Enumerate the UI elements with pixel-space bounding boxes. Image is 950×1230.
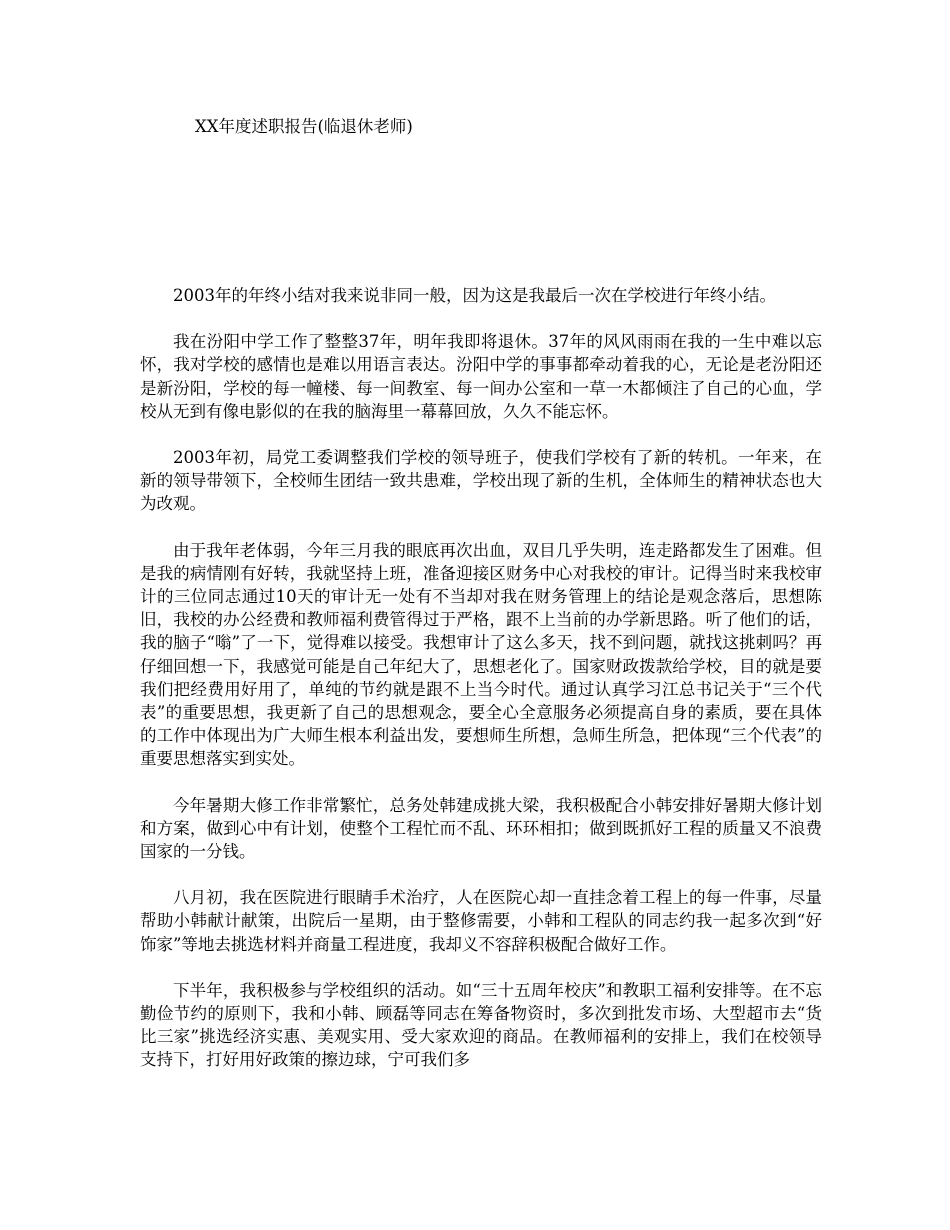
paragraph-new-leadership: 2003年初，局党工委调整我们学校的领导班子，使我们学校有了新的转机。一年来，在新的领导带领下，全校师生团结一致共患难，学校出现了新的生机，全体师生的精神状态也大为改观。 — [140, 448, 822, 514]
paragraph-august-surgery: 八月初，我在医院进行眼睛手术治疗，人在医院心却一直挂念着工程上的每一件事，尽量帮助小韩献计献策，出院后一星期，由于整修需要，小韩和工程队的同志约我一起多次到“好饰家”等地去挑选材料并商量工程进度，我却义不容辞积极配合做好工作。 — [140, 888, 822, 954]
paragraph-second-half: 下半年，我积极参与学校组织的活动。如“三十五周年校庆”和教职工福利安排等。在不忘勤俭节约的原则下，我和小韩、顾磊等同志在筹备物资时，多次到批发市场、大型超市去“货比三家”挑选经济实惠、美观实用、受大家欢迎的商品。在教师福利的安排上，我们在校领导支持下，打好用好政策的擦边球，宁可我们多 — [140, 980, 822, 1070]
document-title: XX年度述职报告(临退休老师) — [195, 117, 413, 136]
paragraph-year-end-summary: 2003年的年终小结对我来说非同一般，因为这是我最后一次在学校进行年终小结。 — [173, 286, 776, 305]
paragraph-37-years: 我在汾阳中学工作了整整37年，明年我即将退休。37年的风风雨雨在我的一生中难以忘怀，我对学校的感情也是难以用语言表达。汾阳中学的事事都牵动着我的心，无论是老汾阳还是新汾阳，学校的每一幢楼、每一间教室、每一间办公室和一草一木都倾注了自己的心血，学校从无到有像电影似的在我的脑海里一幕幕回放，久久不能忘怀。 — [140, 332, 822, 421]
paragraph-summer-repair: 今年暑期大修工作非常繁忙，总务处韩建成挑大梁，我积极配合小韩安排好暑期大修计划和方案，做到心中有计划，使整个工程忙而不乱、环环相扣；做到既抓好工程的质量又不浪费国家的一分钱。 — [140, 795, 822, 862]
document-body — [140, 284, 822, 1095]
paragraph-audit: 由于我年老体弱，今年三月我的眼底再次出血，双目几乎失明，连走路都发生了困难。但是我的病情刚有好转，我就坚持上班，准备迎接区财务中心对我校的审计。记得当时来我校审计的三位同志通过10天的审计无一处有不当却对我在财务管理上的结论是观念落后，思想陈旧，我校的办公经费和教师福利费管得过于严格，跟不上当前的办学新思路。听了他们的话，我的脑子“嗡”了一下，觉得难以接受。我想审计了这么多天，找不到问题，就找这挑刺吗？再仔细回想一下，我感觉可能是自己年纪大了，思想老化了。国家财政拨款给学校，目的就是要我们把经费用好用了，单纯的节约就是跟不上当今时代。通过认真学习江总书记关于“三个代表”的重要思想，我更新了自己的思想观念，要全心全意服务必须提高自身的素质，要在具体的工作中体现出为广大师生根本利益出发，要想师生所想，急师生所急，把体现“三个代表”的重要思想落实到实处。 — [140, 540, 822, 769]
